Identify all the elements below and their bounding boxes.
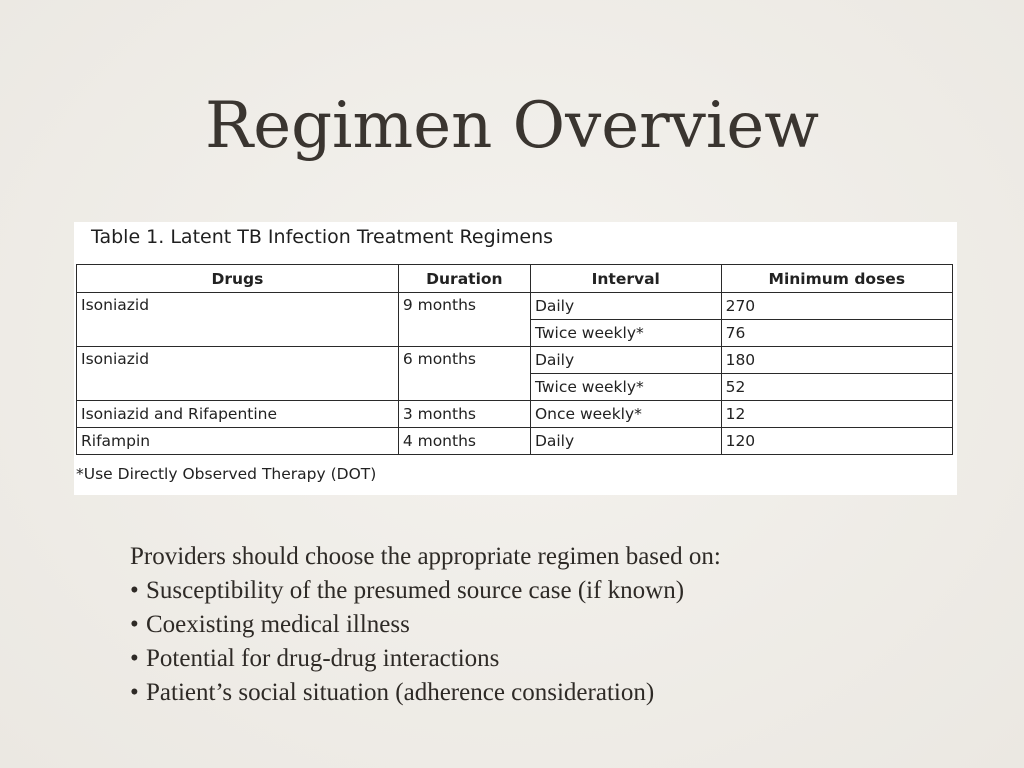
bullet-glyph: • bbox=[130, 577, 139, 604]
header-minimum-doses: Minimum doses bbox=[721, 265, 952, 293]
cell-duration: 9 months bbox=[398, 293, 530, 347]
list-item bbox=[130, 642, 850, 676]
list-item bbox=[130, 608, 850, 642]
bullet-glyph: • bbox=[130, 611, 139, 638]
cell-interval: Daily bbox=[530, 293, 721, 320]
table-row bbox=[77, 401, 953, 428]
header-duration: Duration bbox=[398, 265, 530, 293]
table-row bbox=[77, 428, 953, 455]
notes-list bbox=[130, 574, 850, 710]
table-row bbox=[77, 347, 953, 374]
cell-drug: Rifampin bbox=[77, 428, 399, 455]
list-item-text: Patient’s social situation (adherence consideration) bbox=[146, 679, 655, 706]
cell-duration: 6 months bbox=[398, 347, 530, 401]
cell-interval: Daily bbox=[530, 347, 721, 374]
bullet-glyph: • bbox=[130, 645, 139, 672]
regimen-table bbox=[76, 264, 953, 455]
cell-duration: 4 months bbox=[398, 428, 530, 455]
table-header-row bbox=[77, 265, 953, 293]
cell-doses: 180 bbox=[721, 347, 952, 374]
table-caption: Table 1. Latent TB Infection Treatment Regimens bbox=[91, 226, 554, 248]
list-item-text: Coexisting medical illness bbox=[146, 611, 410, 638]
list-item-text: Susceptibility of the presumed source case (if known) bbox=[146, 577, 685, 604]
cell-interval: Twice weekly* bbox=[530, 320, 721, 347]
list-item-text: Potential for drug-drug interactions bbox=[146, 645, 500, 672]
cell-interval: Once weekly* bbox=[530, 401, 721, 428]
table-row bbox=[77, 293, 953, 320]
cell-drug: Isoniazid bbox=[77, 293, 399, 347]
cell-doses: 120 bbox=[721, 428, 952, 455]
notes-block bbox=[130, 540, 850, 710]
cell-doses: 52 bbox=[721, 374, 952, 401]
table-footnote: *Use Directly Observed Therapy (DOT) bbox=[76, 465, 377, 483]
cell-interval: Twice weekly* bbox=[530, 374, 721, 401]
header-drugs: Drugs bbox=[77, 265, 399, 293]
list-item bbox=[130, 676, 850, 710]
table-image-panel bbox=[74, 222, 957, 495]
cell-doses: 270 bbox=[721, 293, 952, 320]
notes-intro: Providers should choose the appropriate regimen based on: bbox=[130, 543, 721, 570]
cell-doses: 12 bbox=[721, 401, 952, 428]
cell-duration: 3 months bbox=[398, 401, 530, 428]
cell-drug: Isoniazid and Rifapentine bbox=[77, 401, 399, 428]
slide-title: Regimen Overview bbox=[205, 89, 819, 163]
header-interval: Interval bbox=[530, 265, 721, 293]
list-item bbox=[130, 574, 850, 608]
cell-interval: Daily bbox=[530, 428, 721, 455]
bullet-glyph: • bbox=[130, 679, 139, 706]
cell-doses: 76 bbox=[721, 320, 952, 347]
cell-drug: Isoniazid bbox=[77, 347, 399, 401]
